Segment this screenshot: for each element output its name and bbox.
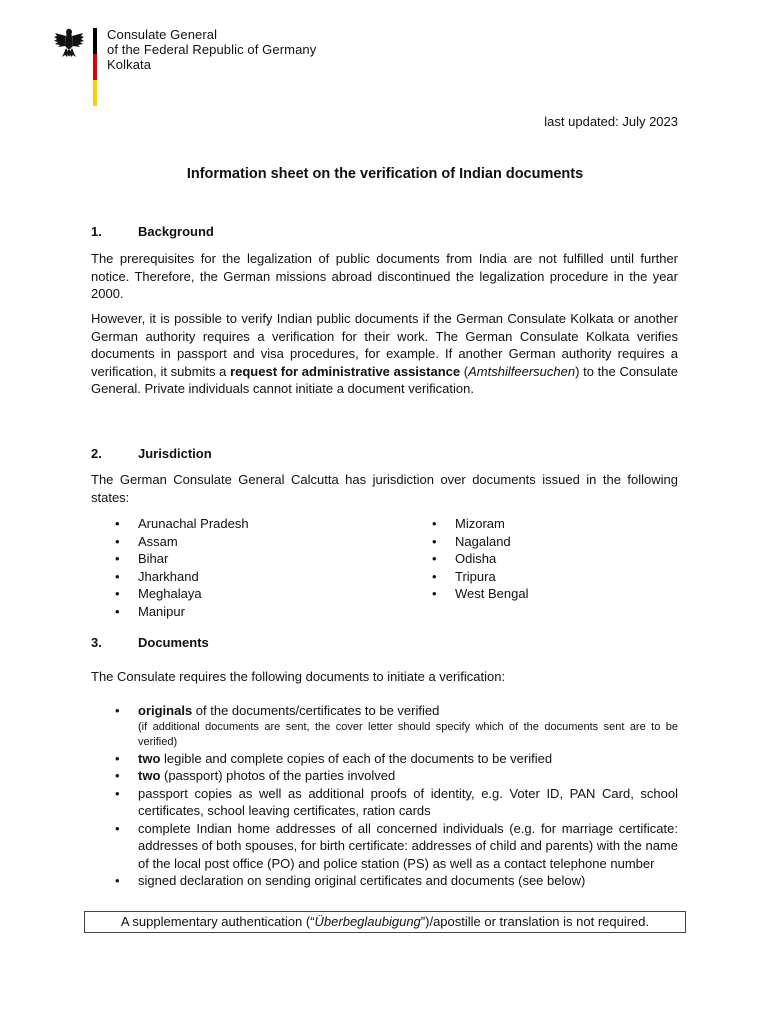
text-run: ( [460,363,469,379]
issuer-line: of the Federal Republic of Germany [107,42,317,57]
text-run: signed declaration on sending original certificates and documents (see below) [138,873,586,888]
text-run: passport copies as well as additional proofs of identity, e.g. Voter ID, PAN Card, school certificates, school leaving certificates, ration cards [138,785,678,818]
section-number: 1. [91,224,102,239]
list-item: • Tripura [432,568,672,586]
list-item: • Mizoram [432,515,672,533]
text-run-bold: originals [138,703,193,718]
federal-eagle-icon [52,26,86,60]
text-run-bold: two [138,768,161,783]
list-item: • Meghalaya [115,585,395,603]
text-run: of the documents/certificates to be verified [192,703,440,718]
section-number: 3. [91,635,102,650]
section-heading-documents [91,635,209,650]
background-paragraph-2 [91,310,678,398]
notice-box [84,911,686,933]
section-title: Jurisdiction [138,446,212,461]
list-item: • West Bengal [432,585,672,603]
documents-intro: The Consulate requires the following documents to initiate a verification: [91,669,506,684]
section-number: 2. [91,446,102,461]
states-list-right [432,515,672,603]
list-item [115,820,678,873]
list-item: • Assam [115,533,395,551]
documents-list [115,702,678,890]
list-item [115,767,678,785]
issuer-line: Kolkata [107,57,152,72]
section-heading-background [91,224,214,239]
section-title: Documents [138,635,209,650]
text-run-italic: Überbeglaubigung [314,914,421,929]
text-run: (passport) photos of the parties involved [160,768,396,783]
text-run-bold: two [138,750,161,766]
list-item: • Jharkhand [115,568,395,586]
section-title: Background [138,224,214,239]
flag-black-stripe [93,28,97,54]
states-list-left [115,515,395,620]
text-run: However, it is possible to verify Indian public documents if the German Consulate Kolkata or another German authority requires a verification for their work. The German Consulate Kolkata verifies documents in passport and visa procedures, for example. If another German authority requires a verification, it submits a [91,311,678,379]
list-item: • Manipur [115,603,395,621]
issuer-line: Consulate General [107,27,218,42]
list-item: • Arunachal Pradesh [115,515,395,533]
german-flag-bar [93,28,97,106]
flag-gold-stripe [93,80,97,106]
list-item [115,785,678,820]
text-run-bold: request for administrative assistance [230,363,461,379]
text-run-italic: Amtshilfeersuchen [468,363,576,379]
list-item [115,872,678,890]
jurisdiction-intro: The German Consulate General Calcutta has jurisdiction over documents issued in the following states: [91,472,678,505]
list-item: • Bihar [115,550,395,568]
section-heading-jurisdiction [91,446,212,461]
flag-red-stripe [93,54,97,80]
list-item [115,702,678,750]
text-run: ) to the Consulate General. Private individuals cannot initiate a document verification. [91,363,678,396]
issuer-name [107,27,316,72]
text-run: A supplementary authentication (“ [120,914,315,929]
list-item: • Nagaland [432,533,672,551]
text-run: ”)/apostille or translation is not required. [420,914,650,929]
last-updated: last updated: July 2023 [544,114,678,129]
background-paragraph-1: The prerequisites for the legalization of public documents from India are not fulfilled until further notice. Therefore, the German missions abroad discontinued the legalization procedure in the year 2000. [91,251,678,301]
page-title: Information sheet on the verification of Indian documents [186,166,584,182]
list-item [115,750,678,768]
list-item-note: (if additional documents are sent, the cover letter should specify which of the documents sent are to be verified) [138,720,678,748]
text-run: complete Indian home addresses of all concerned individuals (e.g. for marriage certificate: addresses of both spouses, for birth certificate: addresses of child and parents) with the name of the local post office (PO) and police station (PS) as well as a contact telephone number [138,820,678,871]
list-item: • Odisha [432,550,672,568]
text-run: legible and complete copies of each of the documents to be verified [160,750,553,766]
